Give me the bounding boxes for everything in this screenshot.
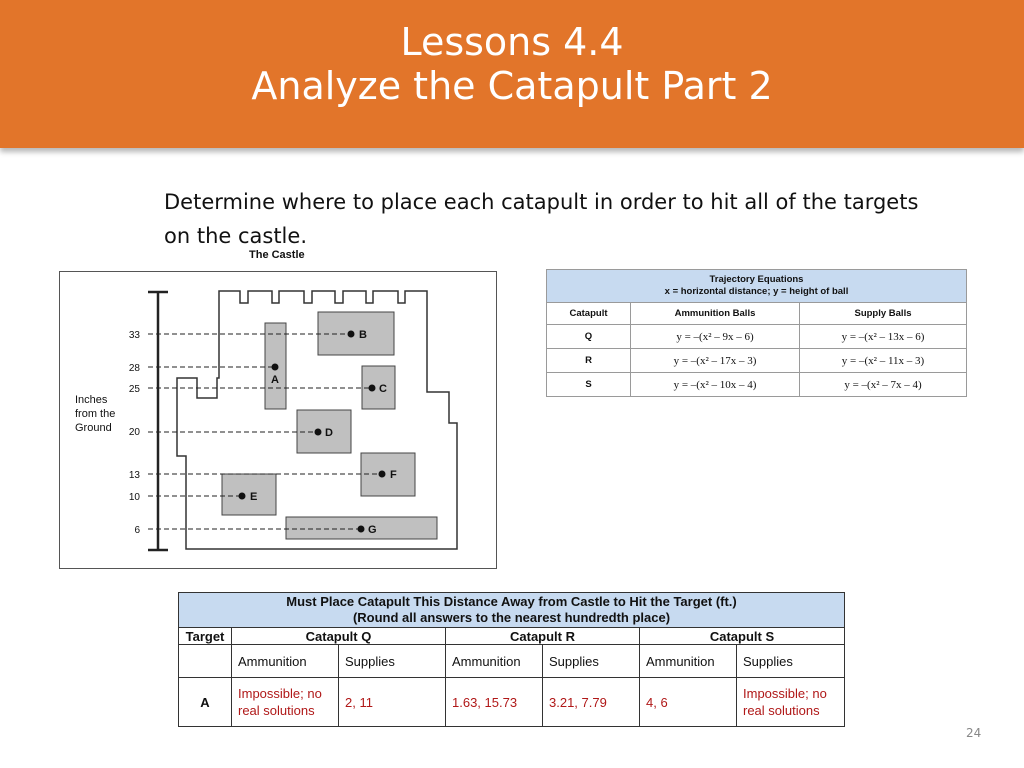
- height-label-25: 25: [128, 384, 140, 395]
- target-box-d: [297, 410, 351, 453]
- column-header-catapult-q: Catapult Q: [232, 628, 446, 645]
- supply-equation: y = –(x² – 7x – 4): [800, 373, 967, 397]
- title-banner: [0, 0, 1024, 148]
- answer-cell: Impossible; no real solutions: [232, 678, 339, 727]
- column-header-ammunition-balls: Ammunition Balls: [631, 303, 800, 325]
- target-dot-a: [272, 364, 279, 371]
- target-cell: A: [179, 678, 232, 727]
- sub-header-ammunition: Ammunition: [446, 645, 543, 678]
- target-label-d: D: [325, 427, 333, 439]
- table-row: [547, 349, 967, 373]
- answer-table-header: [179, 593, 845, 628]
- castle-caption: The Castle: [249, 249, 305, 261]
- answer-cell: 4, 6: [640, 678, 737, 727]
- answer-cell: 2, 11: [339, 678, 446, 727]
- slide-title-line-1: Lessons 4.4: [400, 20, 624, 64]
- target-dot-c: [369, 385, 376, 392]
- trajectory-equations-table: [546, 269, 967, 397]
- column-header-catapult-r: Catapult R: [446, 628, 640, 645]
- trajectory-table-header: [547, 270, 967, 303]
- page-number: 24: [966, 726, 982, 740]
- answer-table: [178, 592, 845, 727]
- catapult-cell: S: [547, 373, 631, 397]
- slide-title-line-2: Analyze the Catapult Part 2: [251, 64, 773, 108]
- empty-header-cell: [179, 645, 232, 678]
- axis-label-line-1: Inches: [75, 394, 108, 406]
- height-label-33: 33: [128, 330, 140, 341]
- answer-cell: 1.63, 15.73: [446, 678, 543, 727]
- target-label-c: C: [379, 383, 387, 395]
- target-dot-e: [239, 493, 246, 500]
- sub-header-supplies: Supplies: [543, 645, 640, 678]
- supply-equation: y = –(x² – 13x – 6): [800, 325, 967, 349]
- table-row: [547, 373, 967, 397]
- ammunition-equation: y = –(x² – 17x – 3): [631, 349, 800, 373]
- height-label-28: 28: [128, 363, 140, 374]
- answer-table-title-line-2: (Round all answers to the nearest hundredth place): [352, 610, 671, 625]
- target-label-f: F: [390, 469, 397, 481]
- axis-label-line-2: from the: [75, 408, 116, 420]
- target-dot-g: [358, 526, 365, 533]
- column-header-catapult: Catapult: [547, 303, 631, 325]
- instruction-text: Determine where to place each catapult in order to hit all of the targets on the castle.: [164, 190, 919, 248]
- target-box-e: [222, 474, 276, 515]
- ammunition-equation: y = –(x² – 10x – 4): [631, 373, 800, 397]
- sub-header-ammunition: Ammunition: [640, 645, 737, 678]
- sub-header-supplies: Supplies: [737, 645, 845, 678]
- height-label-10: 10: [128, 492, 140, 503]
- target-label-g: G: [368, 524, 377, 536]
- axis-label-line-3: Ground: [75, 422, 112, 434]
- answer-table-title-line-1: Must Place Catapult This Distance Away from Castle to Hit the Target (ft.): [286, 594, 737, 609]
- catapult-cell: R: [547, 349, 631, 373]
- sub-header-ammunition: Ammunition: [232, 645, 339, 678]
- column-header-catapult-s: Catapult S: [640, 628, 845, 645]
- answer-cell: Impossible; no real solutions: [737, 678, 845, 727]
- height-label-13: 13: [128, 470, 140, 481]
- ammunition-equation: y = –(x² – 9x – 6): [631, 325, 800, 349]
- target-label-a: A: [271, 374, 279, 386]
- supply-equation: y = –(x² – 11x – 3): [800, 349, 967, 373]
- target-label-e: E: [250, 491, 258, 503]
- target-label-b: B: [359, 329, 367, 341]
- castle-diagram: [59, 271, 497, 569]
- table-row: [179, 678, 845, 727]
- table-row: [547, 325, 967, 349]
- trajectory-table-title: Trajectory Equations: [709, 274, 804, 285]
- answer-cell: 3.21, 7.79: [543, 678, 640, 727]
- target-dot-b: [348, 331, 355, 338]
- target-dot-f: [379, 471, 386, 478]
- height-label-20: 20: [128, 427, 140, 438]
- column-header-target: Target: [179, 628, 232, 645]
- height-label-6: 6: [134, 525, 140, 536]
- slide-title: [0, 20, 1024, 108]
- target-dot-d: [315, 429, 322, 436]
- trajectory-table-subtitle: x = horizontal distance; y = height of ball: [664, 286, 849, 297]
- target-box-f: [361, 453, 415, 496]
- catapult-cell: Q: [547, 325, 631, 349]
- sub-header-supplies: Supplies: [339, 645, 446, 678]
- column-header-supply-balls: Supply Balls: [800, 303, 967, 325]
- target-box-b: [318, 312, 394, 355]
